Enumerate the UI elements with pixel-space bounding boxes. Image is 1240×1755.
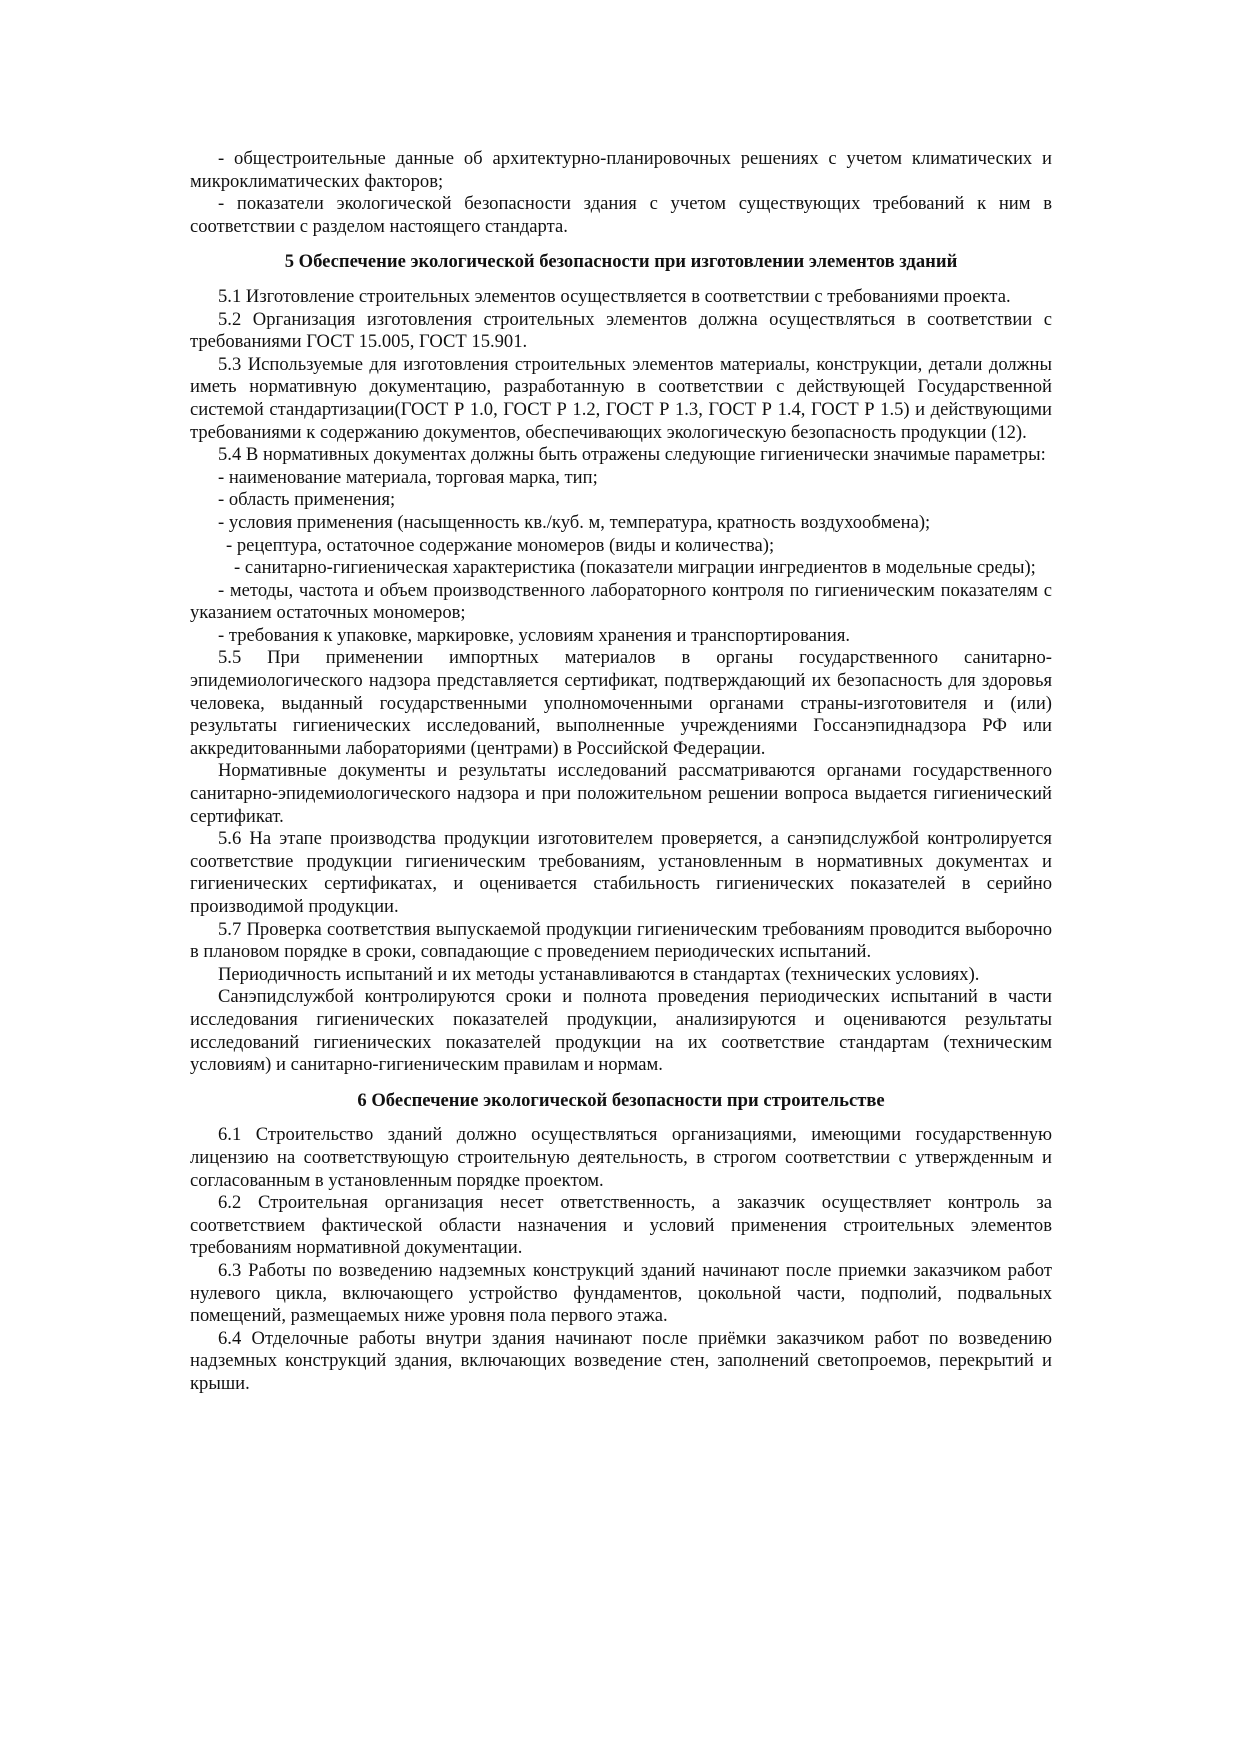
section-5-heading: 5 Обеспечение экологической безопасности при изготовлении элементов зданий: [284, 251, 958, 273]
list-item: - требования к упаковке, маркировке, условиям хранения и транспортирования.: [218, 624, 851, 646]
paragraph-5-2: 5.2 Организация изготовления строительных элементов должна осуществляться в соответствии с требованиями ГОСТ 15.005, ГОСТ 15.901.: [190, 308, 1052, 353]
document-page: [190, 148, 1052, 1395]
intro-item: - общестроительные данные об архитектурно-планировочных решениях с учетом климатических и микроклиматических факторов;: [190, 148, 1052, 192]
intro-item: - показатели экологической безопасности здания с учетом существующих требований к ним в соответствии с разделом настоящего стандарта.: [190, 193, 1052, 237]
paragraph-6-4: 6.4 Отделочные работы внутри здания начинают после приёмки заказчиком работ по возведению надземных конструкций здания, включающих возведение стен, заполнений светопроемов, перекрытий и крыши.: [190, 1327, 1052, 1394]
paragraph-5-4: 5.4 В нормативных документах должны быть отражены следующие гигиенически значимые параметры:: [218, 444, 1046, 466]
list-item: - рецептура, остаточное содержание мономеров (виды и количества);: [226, 534, 775, 556]
paragraph-6-3: 6.3 Работы по возведению надземных конструкций зданий начинают после приемки заказчиком работ нулевого цикла, включающего устройство фундаментов, цокольной части, подполий, подвальных помещений, размещаемых ниже уровня пола первого этажа.: [190, 1259, 1052, 1327]
paragraph-5-6: 5.6 На этапе производства продукции изготовителем проверяется, а санэпидслужбой контролируется соответствие продукции гигиеническим требованиям, установленным в нормативных документах и гигиенических сертификатах, и оценивается стабильность гигиенических показателей в серийно производимой продукции.: [190, 828, 1052, 917]
paragraph-6-2: 6.2 Строительная организация несет ответственность, а заказчик осуществляет контроль за соответствием фактической области назначения и условий применения строительных элементов требованиям нормативной документации.: [190, 1192, 1052, 1259]
paragraph-5-7: 5.7 Проверка соответствия выпускаемой продукции гигиеническим требованиям проводится выборочно в плановом порядке в сроки, совпадающие с проведением периодических испытаний.: [190, 918, 1052, 963]
list-item: - наименование материала, торговая марка, тип;: [218, 466, 598, 488]
list-item: - условия применения (насыщенность кв./куб. м, температура, кратность воздухообмена);: [218, 511, 931, 533]
paragraph-5-7-periodicity: Периодичность испытаний и их методы устанавливаются в стандартах (технических условиях).: [218, 963, 980, 985]
list-item: - методы, частота и объем производственного лабораторного контроля по гигиеническим показателям с указанием остаточных мономеров;: [190, 579, 1052, 624]
paragraph-5-5: 5.5 При применении импортных материалов в органы государственного санитарно-эпидемиологического надзора представляется сертификат, подтверждающий их безопасность для здоровья человека, выданный государственными уполномоченными органами страны-изготовителя и (или) результаты гигиенических исследований, выполненные учреждениями Госсанэпиднадзора РФ или аккредитованными лабораториями (центрами) в Российской Федерации.: [190, 647, 1052, 759]
paragraph-6-1: 6.1 Строительство зданий должно осуществляться организациями, имеющими государственную лицензию на соответствующую строительную деятельность, в строгом соответствии с утвержденным и согласованным в установленным порядке проектом.: [190, 1124, 1052, 1191]
list-item: - область применения;: [218, 489, 396, 511]
section-6-heading: 6 Обеспечение экологической безопасности при строительстве: [357, 1089, 885, 1111]
paragraph-5-1: 5.1 Изготовление строительных элементов осуществляется в соответствии с требованиями проекта.: [218, 285, 1011, 307]
paragraph-5-7-control: Санэпидслужбой контролируются сроки и полнота проведения периодических испытаний в части исследования гигиенических показателей продукции, анализируются и оцениваются результаты исследований гигиенических показателей продукции на их соответствие стандартам (техническим условиям) и санитарно-гигиеническим правилам и нормам.: [190, 986, 1052, 1076]
list-item: - санитарно-гигиеническая характеристика (показатели миграции ингредиентов в модельные среды);: [234, 557, 1036, 579]
paragraph-5-5-continued: Нормативные документы и результаты исследований рассматриваются органами государственного санитарно-эпидемиологического надзора и при положительном решении вопроса выдается гигиенический сертификат.: [190, 760, 1052, 827]
paragraph-5-3: 5.3 Используемые для изготовления строительных элементов материалы, конструкции, детали должны иметь нормативную документацию, разработанную в соответствии с действующей Государственной системой стандартизации(ГОСТ Р 1.0, ГОСТ Р 1.2, ГОСТ Р 1.3, ГОСТ Р 1.4, ГОСТ Р 1.5) и действующими требованиями к содержанию документов, обеспечивающих экологическую безопасность продукции (12).: [190, 353, 1052, 443]
